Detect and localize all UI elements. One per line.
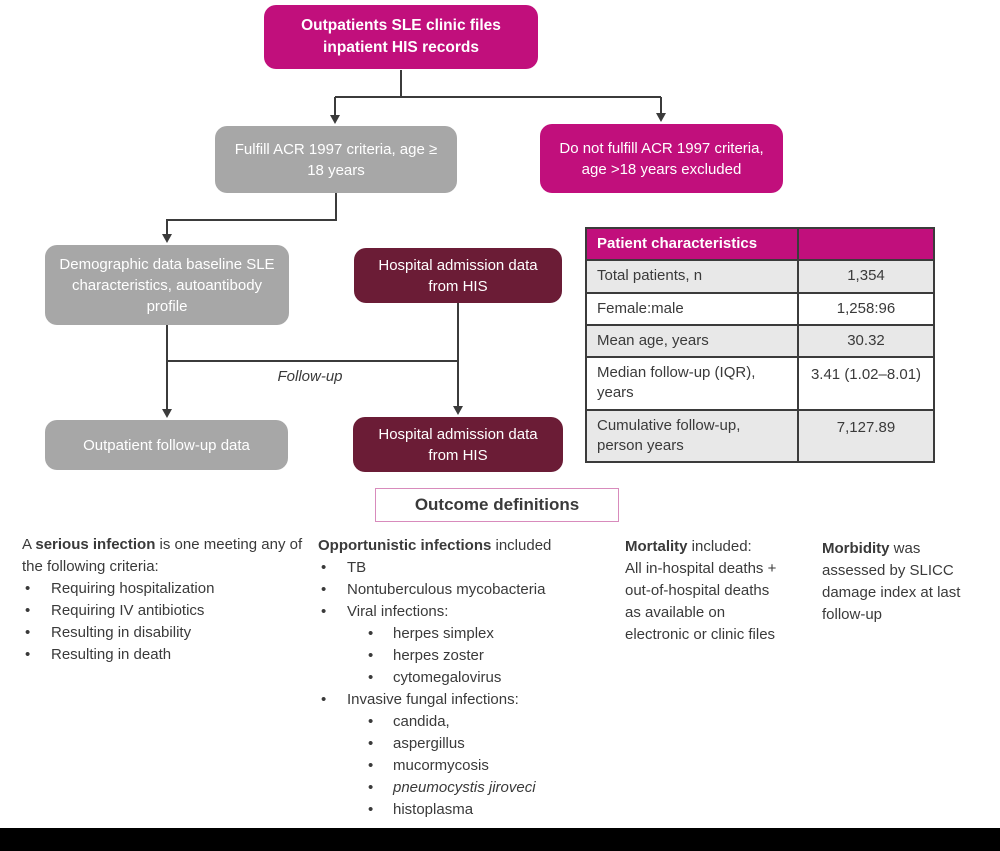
row-label: Cumulative follow-up, person years (587, 411, 797, 462)
outpatient-followup-box: Outpatient follow-up data (45, 420, 288, 470)
mortality-body: All in-hospital deaths + out-of-hospital deaths as available on electronic or clinic files (625, 560, 777, 643)
bullet-icon: • (321, 691, 327, 708)
bullet-icon: • (368, 801, 374, 818)
bullet-icon: • (368, 625, 374, 642)
row-label: Female:male (597, 299, 684, 317)
outcome-definitions-title: Outcome definitions (375, 488, 619, 522)
bullet-icon: • (368, 647, 374, 664)
arrowhead-fulfill (330, 115, 340, 124)
list-item: • Requiring IV antibiotics (22, 600, 304, 622)
fulfill-criteria-box: Fulfill ACR 1997 criteria, age ≥ 18 years (215, 126, 457, 193)
list-item: • Requiring hospitalization (22, 578, 304, 600)
bullet-icon: • (368, 713, 374, 730)
list-item: • Viral infections: (318, 601, 613, 623)
row-value: 7,127.89 (797, 411, 933, 462)
row-label: Mean age, years (587, 326, 797, 356)
list-item: • Resulting in disability (22, 622, 304, 644)
hospital-admission-box-top: Hospital admission data from HIS (354, 248, 562, 303)
morbidity-lead: Morbidity was assessed by SLICC damage index at last follow-up (822, 540, 961, 623)
followup-label: Follow-up (277, 368, 343, 385)
bullet-icon: • (368, 757, 374, 774)
bullet-icon: • (25, 624, 31, 641)
demographic-data-box: Demographic data baseline SLE characteristics, autoantibody profile (45, 245, 289, 325)
table-header-label: Patient characteristics (597, 235, 758, 252)
source-box: Outpatients SLE clinic files inpatient HIS records (264, 5, 538, 69)
opportunistic-infections-definition (318, 535, 613, 821)
bullet-icon: • (25, 580, 31, 597)
mortality-definition (625, 536, 780, 646)
list-subitem: • cytomegalovirus (364, 667, 613, 689)
mortality-lead: Mortality included: (625, 538, 752, 555)
bullet-icon: • (321, 559, 327, 576)
bullet-icon: • (321, 581, 327, 598)
opportunistic-lead: Opportunistic infections included (318, 537, 552, 554)
excluded-box: Do not fulfill ACR 1997 criteria, age >18 years excluded (540, 124, 783, 193)
row-value: 1,258:96 (797, 294, 933, 324)
arrowhead-demographic (162, 234, 172, 243)
bullet-icon: • (25, 646, 31, 663)
table-row (587, 259, 933, 291)
list-item: • Nontuberculous mycobacteria (318, 579, 613, 601)
arrowhead-excluded (656, 113, 666, 122)
arrowhead-outpatient (162, 409, 172, 418)
table-row (587, 324, 933, 356)
table-row (587, 292, 933, 324)
serious-infection-lead: A serious infection is one meeting any of the following criteria: (22, 536, 303, 575)
row-label: Median follow-up (IQR), years (597, 364, 756, 402)
list-subitem: • mucormycosis (364, 755, 613, 777)
bullet-icon: • (368, 779, 374, 796)
list-subitem: • pneumocystis jiroveci (364, 777, 613, 799)
bullet-icon: • (368, 735, 374, 752)
list-subitem: • histoplasma (364, 799, 613, 821)
serious-infection-definition (22, 534, 304, 666)
list-subitem: • aspergillus (364, 733, 613, 755)
list-subitem: • herpes zoster (364, 645, 613, 667)
table-row (587, 356, 933, 409)
row-value: 1,354 (797, 261, 933, 291)
bullet-icon: • (321, 603, 327, 620)
row-label: Total patients, n (587, 261, 797, 291)
morbidity-definition (822, 538, 967, 626)
list-subitem: • herpes simplex (364, 623, 613, 645)
table-row (587, 409, 933, 462)
table-header-row (587, 229, 933, 259)
list-item: • Resulting in death (22, 644, 304, 666)
row-value: 3.41 (1.02–8.01) (797, 358, 933, 409)
patient-characteristics-table (585, 227, 935, 463)
bullet-icon: • (25, 602, 31, 619)
row-value: 30.32 (797, 326, 933, 356)
list-subitem: • candida, (364, 711, 613, 733)
table-header-value-cell (797, 229, 933, 259)
bullet-icon: • (368, 669, 374, 686)
bottom-black-bar (0, 828, 1000, 851)
list-item: • Invasive fungal infections: (318, 689, 613, 711)
list-item: • TB (318, 557, 613, 579)
connector-fulfill-down (167, 193, 336, 235)
arrowhead-his2 (453, 406, 463, 415)
hospital-admission-box-bottom: Hospital admission data from HIS (353, 417, 563, 472)
